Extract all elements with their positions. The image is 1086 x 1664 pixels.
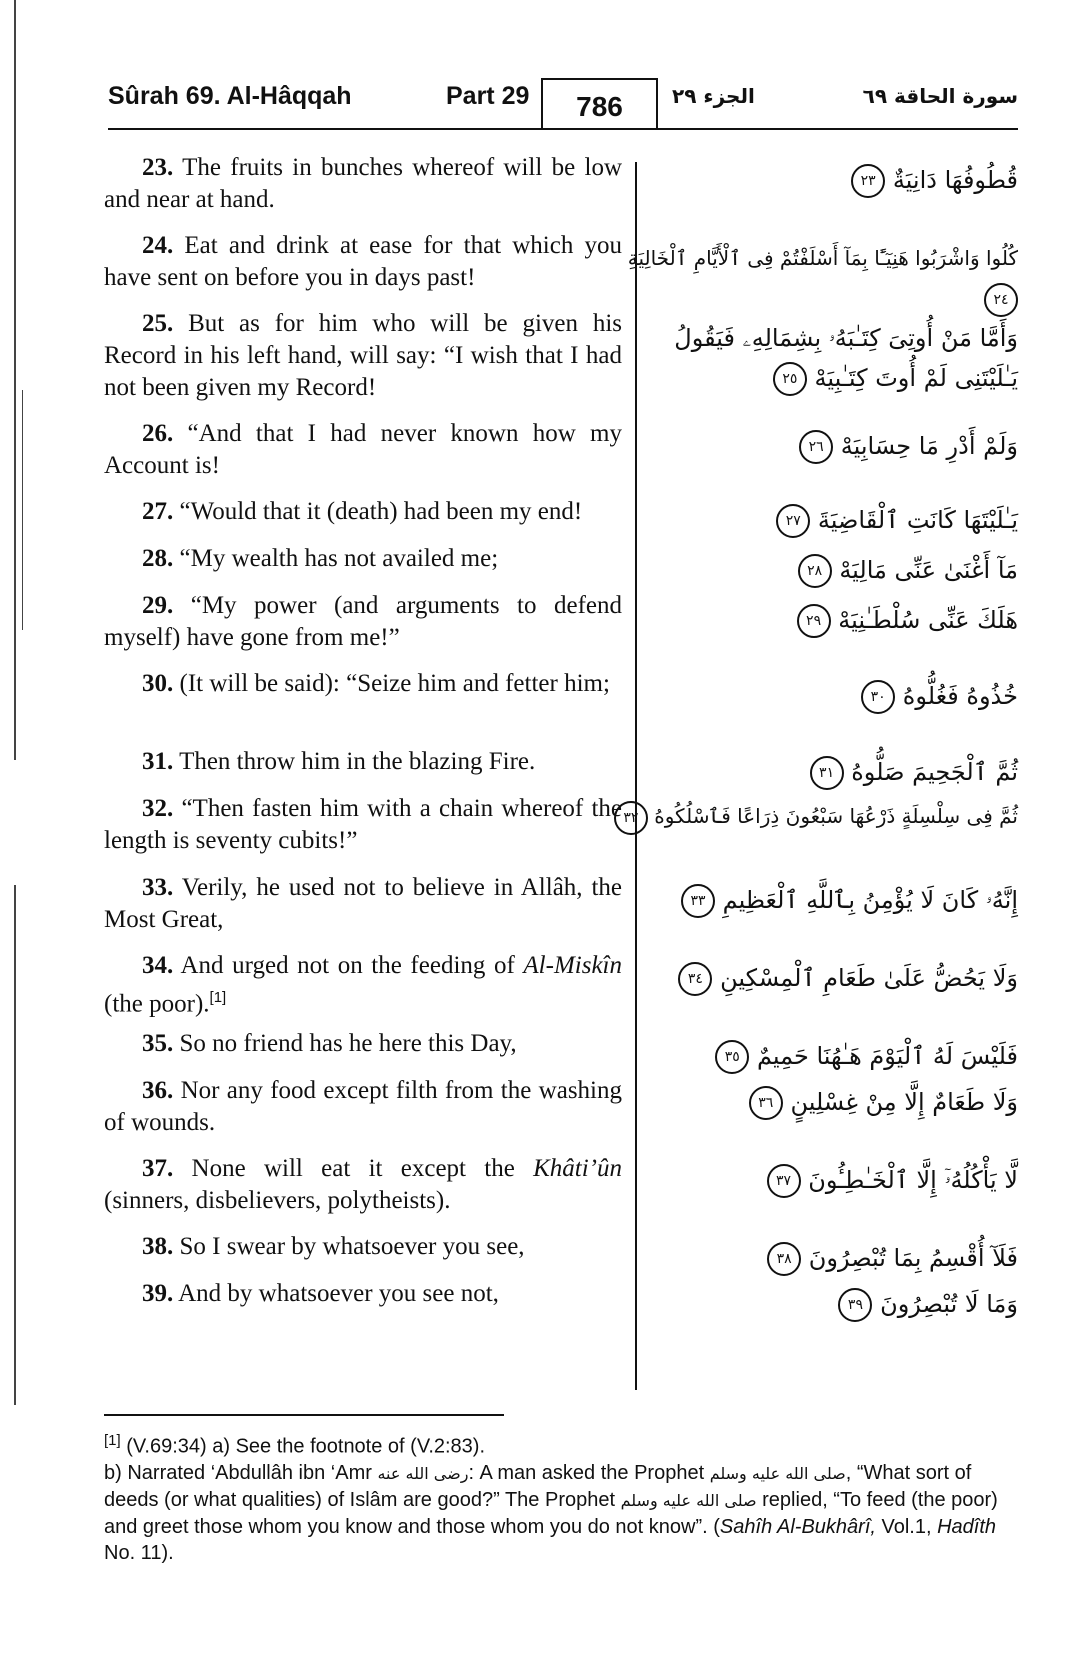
footnote-text: b) Narrated ‘Abdullâh ibn ‘Amr [104, 1462, 378, 1484]
part-label: Part 29 [446, 82, 530, 110]
verse-arabic [658, 752, 1018, 792]
verse-number: 39. [142, 1280, 174, 1307]
verse-english [104, 230, 622, 294]
verse-arabic [658, 600, 1018, 640]
verse-arabic [658, 550, 1018, 590]
ayah-marker: ٢٤ [984, 283, 1018, 317]
verse-text: (sinners, disbelievers, polytheists). [104, 1187, 451, 1214]
verse-english [104, 1278, 622, 1310]
verse-text: “My wealth has not availed me; [179, 545, 499, 572]
verse-text: (the poor). [104, 990, 210, 1018]
verse-english [104, 152, 622, 216]
verse-english [104, 543, 622, 575]
verse-text: None will eat it except the [191, 1155, 534, 1182]
ayah-marker: ٣٥ [715, 1040, 749, 1074]
ayah-marker: ٣٣ [681, 884, 715, 918]
arabic-text: كُلُوا وَاشْرَبُوا هَنِيٓـًٔا بِمَآ أَسْلَفْتُمْ فِى ٱلْأَيَّامِ ٱلْخَالِيَةِ [627, 246, 1018, 270]
scan-edge-mark [22, 390, 23, 630]
source-title: Sahîh Al-Bukhârî, [719, 1516, 876, 1538]
footnote-text: Vol.1, [875, 1516, 938, 1538]
ayah-marker: ٣٧ [767, 1164, 801, 1198]
verse-number: 38. [142, 1233, 174, 1260]
verse-arabic [658, 1036, 1018, 1076]
verse-number: 35. [142, 1030, 174, 1057]
verse-english [104, 418, 622, 482]
verse-text: So I swear by whatsoever you see, [179, 1233, 525, 1260]
verse-number: 37. [142, 1155, 174, 1182]
arabic-text: وَلَا يَحُضُّ عَلَىٰ طَعَامِ ٱلْمِسْكِينِ [720, 964, 1018, 992]
verse-english [104, 872, 622, 936]
footnote-rule [104, 1414, 504, 1416]
verse-arabic [658, 500, 1018, 540]
verse-term: Khâti’ûn [533, 1155, 623, 1182]
verse-number: 36. [142, 1077, 174, 1104]
source-term: Hadîth [937, 1516, 997, 1538]
honorific-arabic: صلى الله عليه وسلم [620, 1491, 757, 1510]
honorific-arabic: رضى الله عنه [377, 1464, 469, 1483]
ayah-marker: ٣٠ [861, 680, 895, 714]
verse-text: The fruits in bunches whereof will be low and near at hand. [104, 154, 622, 213]
verse-text: Verily, he used not to believe in Allâh, the Most Great, [104, 874, 622, 933]
verse-text: But as for him who will be given his Record in his left hand, will say: “I wish that I had not been given my Record! [104, 310, 623, 401]
column-divider [635, 162, 637, 1390]
verse-english [104, 1075, 622, 1139]
page-number: 786 [541, 78, 658, 130]
verse-english [104, 746, 622, 778]
arabic-text: وَلَا طَعَامٌ إِلَّا مِنْ غِسْلِينٍ [790, 1088, 1018, 1116]
verse-arabic [658, 318, 1018, 398]
ayah-marker: ٢٣ [851, 164, 885, 198]
arabic-text: قُطُوفُهَا دَانِيَةٌ [892, 166, 1018, 194]
verse-number: 32. [142, 795, 174, 822]
verse-arabic [658, 958, 1018, 998]
verse-english [104, 1028, 622, 1060]
surah-title: Sûrah 69. Al-Hâqqah [108, 82, 352, 110]
verse-text: Eat and drink at ease for that which you have sent on before you in days past! [104, 232, 622, 291]
verse-text: And by whatsoever you see not, [178, 1280, 499, 1307]
ayah-marker: ٢٩ [797, 604, 831, 638]
page-header [108, 78, 1018, 130]
verse-english [104, 590, 622, 654]
arabic-text: مَآ أَغْنَىٰ عَنِّى مَالِيَهْ [839, 556, 1018, 584]
verse-arabic [598, 238, 1018, 318]
scan-edge-mark [14, 0, 16, 760]
verse-text: (It will be said): “Seize him and fetter him; [179, 670, 610, 697]
verse-text: “Then fasten him with a chain whereof the length is seventy cubits!” [104, 795, 623, 854]
arabic-text: وَمَا لَا تُبْصِرُونَ [880, 1290, 1018, 1318]
footnote-a [104, 1428, 1016, 1460]
ayah-marker: ٢٨ [798, 554, 832, 588]
verse-arabic [658, 880, 1018, 920]
honorific-arabic: صلى الله عليه وسلم [709, 1464, 846, 1483]
verse-english [104, 1153, 622, 1217]
arabic-text: وَلَمْ أَدْرِ مَا حِسَابِيَهْ [840, 432, 1018, 460]
arabic-text: فَلَآ أُقْسِمُ بِمَا تُبْصِرُونَ [808, 1244, 1018, 1272]
verse-number: 29. [142, 592, 174, 619]
verse-term: Al-Miskîn [523, 952, 622, 979]
arabic-text: هَلَكَ عَنِّى سُلْطَـٰنِيَهْ [838, 606, 1018, 634]
verse-text: Then throw him in the blazing Fire. [179, 748, 536, 775]
arabic-text: وَأَمَّا مَنْ أُوتِىَ كِتَـٰبَهُۥ بِشِمَالِهِۦ فَيَقُولُ يَـٰلَيْتَنِى لَمْ أُوتَ كِتَـٰبِيَهْ [674, 324, 1018, 392]
ayah-marker: ٣٤ [678, 962, 712, 996]
footnote-text: , “What sort of deeds (or what qualities) of Islâm are good?” The Prophet [104, 1462, 972, 1511]
footnote-marker: [1] [104, 1432, 121, 1449]
verse-number: 27. [142, 498, 174, 525]
verse-english [104, 950, 622, 1020]
verse-arabic [658, 676, 1018, 716]
verse-text: Nor any food except filth from the washing of wounds. [104, 1077, 622, 1136]
verse-number: 23. [142, 154, 174, 181]
verse-number: 26. [142, 420, 174, 447]
header-rule [108, 128, 1018, 130]
ayah-marker: ٣٢ [614, 801, 648, 835]
footnote-text: No. 11). [104, 1542, 174, 1564]
ayah-marker: ٢٦ [799, 430, 833, 464]
verse-number: 28. [142, 545, 174, 572]
verse-arabic [658, 1238, 1018, 1278]
surah-title-arabic: سورة الحاقة ٦٩ [862, 84, 1018, 108]
arabic-text: إِنَّهُۥ كَانَ لَا يُؤْمِنُ بِٱللَّهِ ٱلْعَظِيمِ [722, 886, 1018, 914]
verse-text: And urged not on the feeding of [180, 952, 524, 979]
verse-english [104, 496, 622, 528]
ayah-marker: ٣٨ [767, 1242, 801, 1276]
verse-text: “And that I had never known how my Account is! [104, 420, 622, 479]
arabic-text: فَلَيْسَ لَهُ ٱلْيَوْمَ هَـٰهُنَا حَمِيمٌ [756, 1042, 1018, 1070]
ayah-marker: ٣٩ [838, 1288, 872, 1322]
ayah-marker: ٣٦ [749, 1086, 783, 1120]
verse-arabic [658, 160, 1018, 200]
verse-arabic [598, 796, 1018, 836]
verse-number: 31. [142, 748, 174, 775]
arabic-text: لَّا يَأْكُلُهُۥٓ إِلَّا ٱلْخَـٰطِـُٔونَ [808, 1166, 1018, 1194]
arabic-text: ثُمَّ ٱلْجَحِيمَ صَلُّوهُ [851, 758, 1018, 786]
verse-number: 25. [142, 310, 174, 337]
verse-english [104, 308, 622, 404]
ayah-marker: ٣١ [810, 756, 844, 790]
verse-text: So no friend has he here this Day, [179, 1030, 517, 1057]
verse-english [104, 668, 622, 700]
scan-edge-mark [14, 885, 16, 1405]
verse-number: 24. [142, 232, 174, 259]
juz-arabic: الجزء ٢٩ [672, 84, 755, 108]
ayah-marker: ٢٧ [776, 504, 810, 538]
verse-english [104, 1231, 622, 1263]
verse-arabic [658, 1284, 1018, 1324]
verse-text: “Would that it (death) had been my end! [179, 498, 583, 525]
arabic-text: يَـٰلَيْتَهَا كَانَتِ ٱلْقَاضِيَةَ [817, 506, 1018, 534]
verse-arabic [658, 426, 1018, 466]
footnote-text: (V.69:34) a) See the footnote of (V.2:83). [126, 1435, 486, 1458]
verse-arabic [658, 1082, 1018, 1122]
verse-number: 33. [142, 874, 174, 901]
footnote-ref[interactable]: [1] [209, 989, 227, 1006]
arabic-text: خُذُوهُ فَغُلُّوهُ [902, 682, 1018, 710]
verse-english [104, 793, 622, 857]
verse-number: 30. [142, 670, 174, 697]
footnote-text: replied, “To feed (the poor) and greet those whom you know and those whom you do not know”. ( [104, 1489, 998, 1538]
verse-text: “My power (and arguments to defend myself) have gone from me!” [104, 592, 623, 651]
ayah-marker: ٢٥ [773, 362, 807, 396]
verse-number: 34. [142, 952, 174, 979]
footnote-b [104, 1460, 1016, 1566]
arabic-text: ثُمَّ فِى سِلْسِلَةٍ ذَرْعُهَا سَبْعُونَ ذِرَاعًا فَٱسْلُكُوهُ [654, 804, 1018, 828]
verse-arabic [658, 1160, 1018, 1200]
footnote-text: : A man asked the Prophet [468, 1462, 710, 1484]
